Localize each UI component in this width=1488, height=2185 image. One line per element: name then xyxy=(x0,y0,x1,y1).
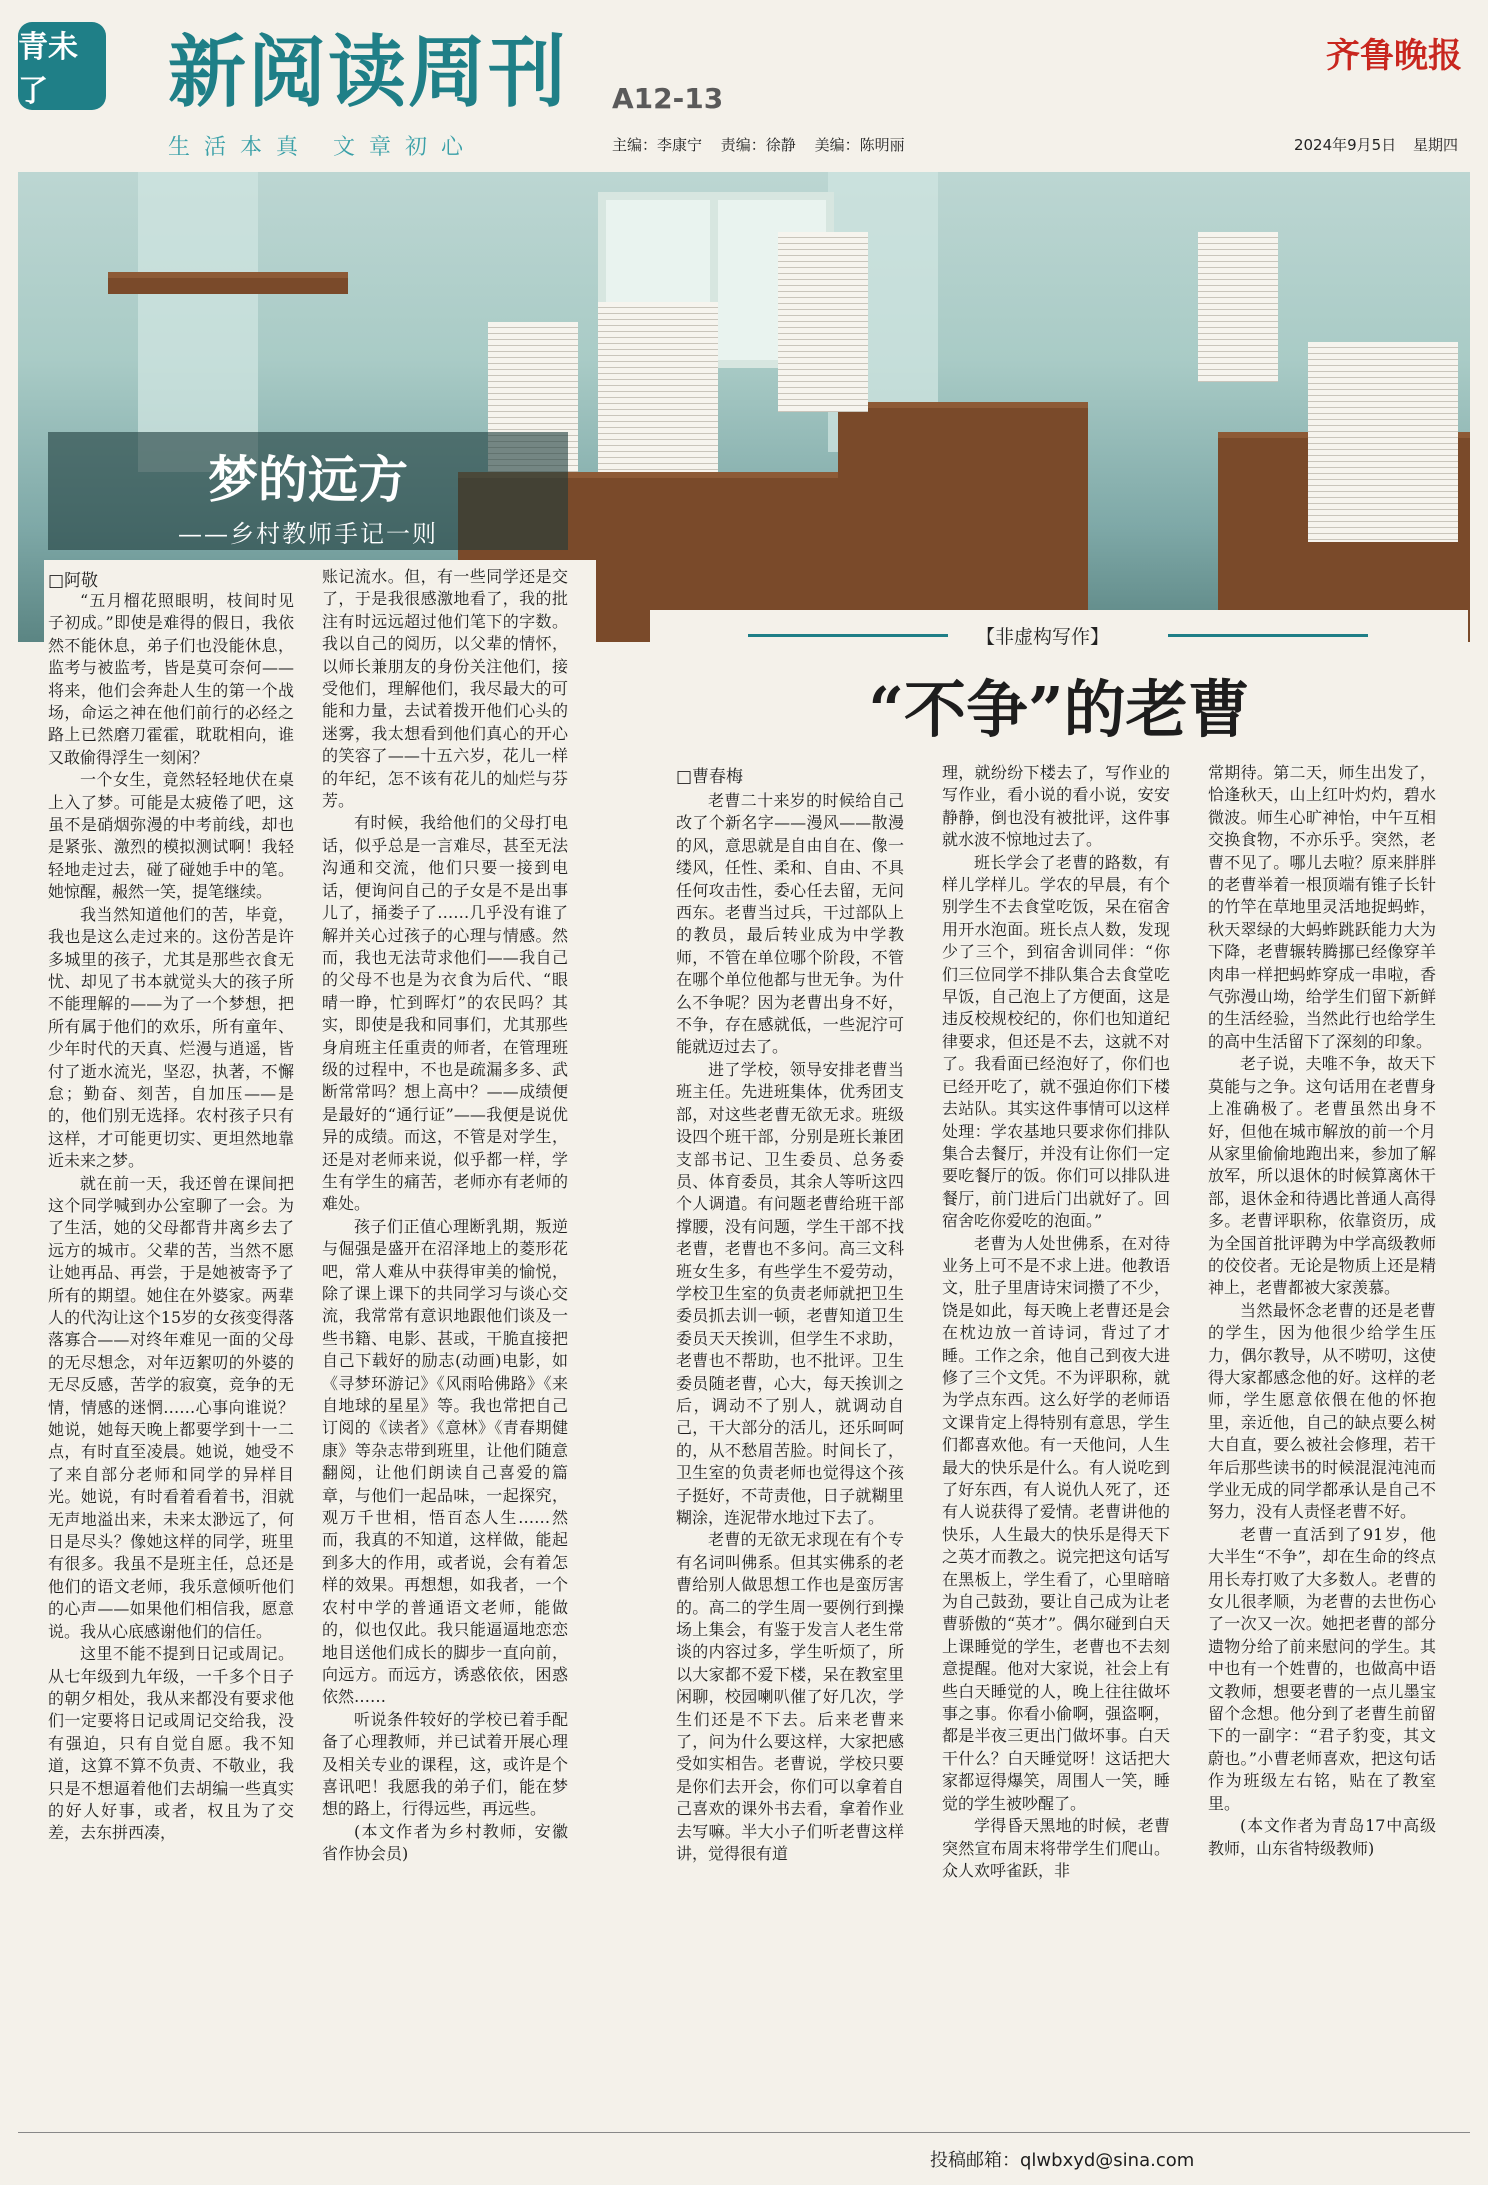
article2-column-2 xyxy=(942,762,1170,2130)
article1-column-1 xyxy=(48,590,294,2120)
paragraph: 有时候，我给他们的父母打电话，似乎总是一言难尽，甚至无法沟通和交流，他们只要一接到电话，便询问自己的子女是不是出事儿了，捅娄子了……几乎没有谁了解并关心过孩子的心理与情感。然而，我也无法苛求他们——我自己的父母不也是为衣食为后代、“眼晴一睁，忙到晖灯”的农民吗？其实，即使是我和同事们，尤其那些身肩班主任重责的师者，在管理班级的过程中，不也是疏漏多多、武断常常吗？想上高中？——成绩便是最好的“通行证”——我便是说优异的成绩。而这，不管是对学生，还是对老师来说，似乎都一样，学生有学生的痛苦，老师亦有老师的难处。 xyxy=(322,813,568,1214)
date: 2024年9月5日 xyxy=(1293,136,1397,154)
paragraph: 我当然知道他们的苦，毕竟，我也是这么走过来的。这份苦是许多城里的孩子，尤其是那些衣食无忧、却见了书本就觉头大的孩子所不能理解的——为了一个梦想，把所有属于他们的欢乐，所有童年、少年时代的天真、烂漫与逍遥，皆付了逝水流光，坚忍，执著，不懈怠；勤奋、刻苦，自加压——是的，他们别无选择。农村孩子只有这样，才可能更切实、更坦然地靠近未来之梦。 xyxy=(48,904,294,1171)
article1-subtitle: ——乡村教师手记一则 xyxy=(178,520,438,548)
paragraph: 老子说，夫唯不争，故天下莫能与之争。这句话用在老曹身上准确极了。老曹虽然出身不好，但他在城市解放的前一个月从家里偷偷地跑出来，参加了解放军，所以退休的时候算离休干部，退休金和待遇比普通人高得多。老曹评职称，依靠资历，成为全国首批评聘为中学高级教师的佼佼者。无论是物质上还是精神上，老曹都被大家羡慕。 xyxy=(1208,1054,1436,1298)
bottom-rule xyxy=(18,2132,1470,2133)
newspaper-brand: 齐鲁晚报 xyxy=(1326,36,1462,76)
paragraph: 班长学会了老曹的路数，有样儿学样儿。学农的早晨，有个别学生不去食堂吃饭，呆在宿舍用开水泡面。班长点人数，发现少了三个，到宿舍训同伴：“你们三位同学不排队集合去食堂吃早饭，自己泡上了方便面，这是违反校规校纪的，你们也知道纪律要求，但还是不去，这就不对了。我看面已经泡好了，你们也已经开吃了，就不强迫你们下楼去站队。其实这件事情可以这样处理：学农基地只要求你们排队集合去餐厅，并没有让你们一定要吃餐厅的饭。你们可以排队进餐厅，前门进后门出就好了。回宿舍吃你爱吃的泡面。” xyxy=(942,852,1170,1231)
book-stack xyxy=(778,232,868,412)
paragraph: 当然最怀念老曹的还是老曹的学生，因为他很少给学生压力，偶尔教导，从不唠叨，这使得大家都感念他的好。这样的老师，学生愿意依偎在他的怀抱里，亲近他，自己的缺点要么树大自直，要么被社会修理，若干年后那些读书的时候混混沌沌而学业无成的同学都承认是自己不努力，没有人责怪老曹不好。 xyxy=(1208,1300,1436,1522)
paragraph: (本文作者为乡村教师，安徽省作协会员) xyxy=(322,1821,568,1864)
responsible-editor: 责编：徐静 xyxy=(720,136,796,154)
page-title: 新阅读周刊 xyxy=(168,27,569,118)
divider xyxy=(748,634,948,637)
desk xyxy=(108,272,348,294)
article2-column-3 xyxy=(1208,762,1436,2130)
paragraph: 老曹的无欲无求现在有个专有名词叫佛系。但其实佛系的老曹给别人做思想工作也是蛮厉害的。高二的学生周一要例行到操场上集会，有鉴于发言人老生常谈的内容过多，学生听烦了，所以大家都不爱下楼，呆在教室里闲聊，校园喇叭催了好几次，学生们还是不下去。后来老曹来了，问为什么要这样，大家把感受如实相告。老曹说，学校只要是你们去开会，你们可以拿着自己喜欢的课外书去看，拿着作业去写嘛。半大小子们听老曹这样讲，觉得很有道 xyxy=(676,1530,904,1864)
article1-title: 梦的远方 xyxy=(208,450,408,509)
paragraph: 学得昏天黑地的时候，老曹突然宣布周末将带学生们爬山。众人欢呼雀跃，非 xyxy=(942,1816,1170,1880)
publish-date xyxy=(1282,134,1458,155)
article2-tag-row xyxy=(748,622,1368,648)
paragraph: 听说条件较好的学校已着手配备了心理教师，并已试着开展心理及相关专业的课程，这，或许是个喜讯吧！我愿我的弟子们，能在梦想的路上，行得远些，再远些。 xyxy=(322,1709,568,1819)
divider xyxy=(1168,634,1368,637)
paragraph: 进了学校，领导安排老曹当班主任。先进班集体，优秀团支部，对这些老曹无欲无求。班级设四个班干部，分别是班长兼团支部书记、卫生委员、总务委员、体育委员，其余人等听这四个人调遣。有问题老曹给班干部撑腰，没有问题，学生干部不找老曹，老曹也不多问。高三文科班女生多，有些学生不爱劳动，学校卫生室的负责老师就把卫生委员抓去训一顿，老曹知道卫生委员天天挨训，但学生不求助，老曹也不帮助，也不批评。卫生委员随老曹，心大，每天挨训之后，调动不了别人，就调动自己，干大部分的活儿，还乐呵呵的，从不愁眉苦脸。时间长了，卫生室的负责老师也觉得这个孩子挺好，不苛责他，日子就糊里糊涂，连泥带水地过下去了。 xyxy=(676,1059,904,1527)
paragraph: 一个女生，竟然轻轻地伏在桌上入了梦。可能是太疲倦了吧，这虽不是硝烟弥漫的中考前线，却也是紧张、激烈的模拟测试啊！我轻轻地走过去，碰了碰她手中的笔。她惊醒，赧然一笑，提笔继续。 xyxy=(48,770,294,902)
chief-editor: 主编：李康宁 xyxy=(612,136,703,154)
paragraph: (本文作者为青岛17中高级教师，山东省特级教师) xyxy=(1208,1816,1436,1858)
submission-email: 投稿邮箱：qlwbxyd@sina.com xyxy=(930,2150,1195,2171)
book-stack xyxy=(1198,232,1278,382)
book-stack xyxy=(598,302,718,472)
paragraph: 孩子们正值心理断乳期，叛逆与倔强是盛开在沼泽地上的菱形花吧，常人难从中获得审美的愉悦，除了课上课下的共同学习与谈心交流，我常常有意识地跟他们谈及一些书籍、电影、甚或，干脆直接把自己下载好的励志(动画)电影，如《寻梦环游记》《风雨哈佛路》《来自地球的星星》等。我也常把自己订阅的《读者》《意林》《青春期健康》等杂志带到班里，让他们随意翻阅，让他们朗读自己喜爱的篇章，与他们一起品味，一起探究，观万千世相，悟百态人生……然而，我真的不知道，这样做，能起到多大的作用，或者说，会有着怎样的效果。再想想，如我者，一个农村中学的普通语文老师，能做的，似也仅此。我只能逼逼地恋恋地目送他们成长的脚步一直向前，向远方。而远方，诱惑依依，困惑依然…… xyxy=(322,1216,568,1707)
paragraph: 理，就纷纷下楼去了，写作业的写作业，看小说的看小说，安安静静，倒也没有被批评，这件事就水波不惊地过去了。 xyxy=(942,763,1170,850)
article2-tag: 【非虚构写作】 xyxy=(976,626,1110,648)
paragraph: 这里不能不提到日记或周记。从七年级到九年级，一千多个日子的朝夕相处，我从来都没有要求他们一定要将日记或周记交给我，没有强迫，只有自觉自愿。我不知道，这算不算不负责、不敬业，我只是不想逼着他们去胡编一些真实的好人好事，或者，权且为了交差，去东拼西凑， xyxy=(48,1644,294,1843)
article1-byline: □阿敬 xyxy=(48,571,99,591)
book-stack xyxy=(1308,342,1458,542)
paragraph: 老曹二十来岁的时候给自己改了个新名字——漫风——散漫的风，意思就是自由自在、像一缕风，任性、柔和、自由、不具任何攻击性，委心任去留，无问西东。老曹当过兵，干过部队上的教员，最后转业成为中学教师，不管在单位哪个阶段，不管在哪个单位他都与世无争。为什么不争呢？因为老曹出身不好，不争，存在感就低，一些泥泞可能就迈过去了。 xyxy=(676,791,904,1057)
paragraph: 老曹为人处世佛系，在对待业务上可不是不求上进。他教语文，肚子里唐诗宋词攒了不少，饶是如此，每天晚上老曹还是会在枕边放一首诗词，背过了才睡。工作之余，他自己到夜大进修了三个文凭。不为评职称，就为学点东西。这么好学的老师语文课肯定上得特别有意思，学生们都喜欢他。有一天他问，人生最大的快乐是什么。有人说吃到了好东西，有人说仇人死了，还有人说获得了爱情。老曹讲他的快乐，人生最大的快乐是得天下之英才而教之。说完把这句话写在黑板上，学生看了，心里暗暗为自己鼓劲，要让自己成为让老曹骄傲的“英才”。偶尔碰到白天上课睡觉的学生，老曹也不去刻意提醒。他对大家说，社会上有些白天睡觉的人，晚上往往做坏事之事。你看小偷啊，强盗啊，都是半夜三更出门做坏事。白天干什么？白天睡觉呀！这话把大家都逗得爆笑，周围人一笑，睡觉的学生被吵醒了。 xyxy=(942,1233,1170,1813)
editor-credits xyxy=(612,134,919,155)
article2-title: “不争”的老曹 xyxy=(868,673,1250,746)
article2-byline: □曹春梅 xyxy=(676,767,744,787)
paragraph: 常期待。第二天，师生出发了，恰逢秋天，山上红叶灼灼，碧水微波。师生心旷神怡，中午互相交换食物，不亦乐乎。突然，老曹不见了。哪儿去啦？原来胖胖的老曹举着一根顶端有锥子长针的竹竿在草地里灵活地捉蚂蚱，秋天翠绿的大蚂蚱跳跃能力大为下降，老曹辗转腾挪已经像穿羊肉串一样把蚂蚱穿成一串啦，香气弥漫山坳，给学生们留下新鲜的生活经验，当然此行也给学生的高中生活留下了深刻的印象。 xyxy=(1208,763,1436,1051)
issue-number: A12-13 xyxy=(612,82,724,115)
desk xyxy=(838,402,1088,642)
article1-column-2 xyxy=(322,566,568,2120)
curtain xyxy=(138,172,258,472)
section-logo: 青未了 xyxy=(18,22,106,110)
slogan: 生活本真 文章初心 xyxy=(168,135,477,160)
weekday: 星期四 xyxy=(1412,136,1458,154)
art-editor: 美编：陈明丽 xyxy=(814,136,905,154)
article2-column-1 xyxy=(676,790,904,2130)
paragraph: 账记流水。但，有一些同学还是交了，于是我很感激地看了，我的批注有时远远超过他们笔下的字数。我以自己的阅历，以父辈的情怀，以师长兼朋友的身份关注他们，接受他们，理解他们，我尽最大的可能和力量，去试着拨开他们心头的迷雾，我太想看到他们真心的开心的笑容了——十五六岁，花儿一样的年纪，怎不该有花儿的灿烂与芬芳。 xyxy=(322,567,568,811)
paragraph: “五月榴花照眼明，枝间时见子初成。”即使是难得的假日，我依然不能休息，弟子们也没能休息，监考与被监考，皆是莫可奈何——将来，他们会奔赴人生的第一个战场，命运之神在他们前行的必经之路上已然磨刀霍霍，耽耽相向，谁又敢偷得浮生一刻闲？ xyxy=(48,591,294,767)
paragraph: 就在前一天，我还曾在课间把这个同学喊到办公室聊了一会。为了生活，她的父母都背井离乡去了远方的城市。父辈的苦，当然不愿让她再品、再尝，于是她被寄予了所有的期望。她住在外婆家。两辈人的代沟让这个15岁的女孩变得落落寡合——对终年难见一面的父母的无尽想念，对年迈絮叨的外婆的无尽反感，苦学的寂寞，竞争的无情，情感的迷惘……心事向谁说？她说，她每天晚上都要学到十一二点，有时直至凌晨。她说，她受不了来自部分老师和同学的异样目光。她说，有时看着看着书，泪就无声地溢出来，未来太渺远了，何日是尽头？像她这样的同学，班里有很多。我虽不是班主任，总还是他们的语文老师，我乐意倾听他们的心声——如果他们相信我，愿意说。我从心底感谢他们的信任。 xyxy=(48,1173,294,1641)
paragraph: 老曹一直活到了91岁，他大半生“不争”，却在生命的终点用长寿打败了大多数人。老曹的女儿很孝顺，为老曹的去世伤心了一次又一次。她把老曹的部分遗物分给了前来慰问的学生。其中也有一个姓曹的，也做高中语文教师，想要老曹的一点儿墨宝留个念想。他分到了老曹生前留下的一副字：“君子豹变，其文蔚也。”小曹老师喜欢，把这句话作为班级左右铭，贴在了教室里。 xyxy=(1208,1524,1436,1813)
article1-title-block xyxy=(48,432,568,550)
